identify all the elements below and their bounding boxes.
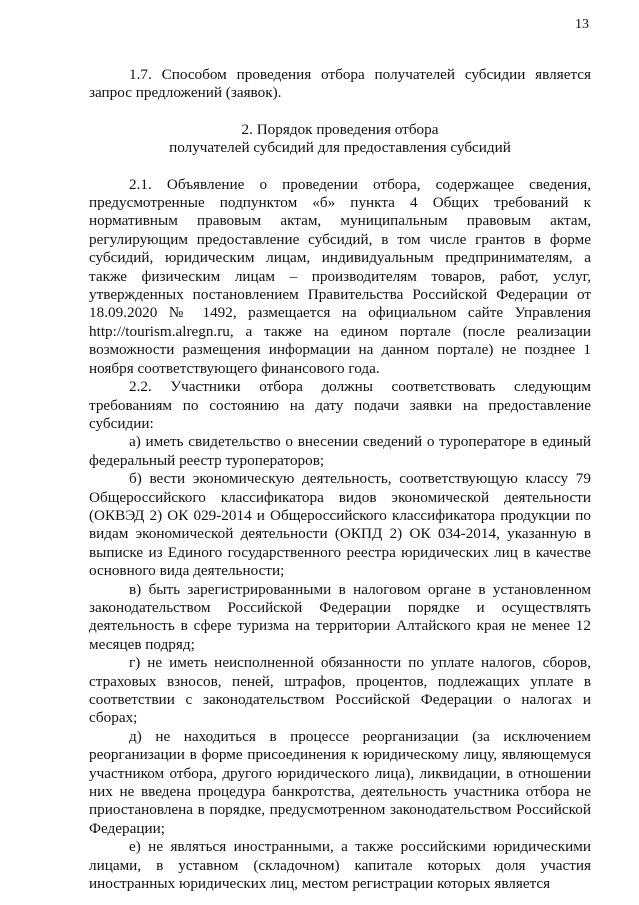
page-number: 13 — [575, 17, 589, 32]
paragraph-2-2: 2.2. Участники отбора должны соответствовать следующим требованиям по состоянию на дату подачи заявки на предоставление субсидии: — [89, 378, 591, 432]
paragraph-v: в) быть зарегистрированными в налоговом органе в установленном законодательством Российской Федерации порядке и осуществлять деятельность в сфере туризма на территории Алтайского края не менее 12 месяцев подряд; — [89, 580, 591, 653]
paragraph-1-7: 1.7. Способом проведения отбора получателей субсидии является запрос предложений (заявок). — [89, 66, 591, 102]
section-heading-line1: 2. Порядок проведения отбора — [241, 120, 439, 138]
paragraph-a: а) иметь свидетельство о внесении сведений о туроператоре в единый федеральный реестр туроператоров; — [89, 433, 591, 469]
section-heading-line2: получателей субсидий для предоставления субсидий — [169, 139, 511, 157]
paragraph-g: г) не иметь неисполненной обязанности по уплате налогов, сборов, страховых взносов, пеней, штрафов, процентов, подлежащих уплате в соответствии с законодательством Российской Федерации о налогах и сборах; — [89, 654, 591, 727]
paragraph-d: д) не находиться в процессе реорганизации (за исключением реорганизации в форме присоединения к юридическому лицу, являющемуся участником отбора, другого юридического лица), ликвидации, в отношении них не введена процедура банкротства, деятельность участника отбора не приостановлена в порядке, предусмотренном законодательством Российской Федерации; — [89, 727, 591, 837]
paragraph-e: е) не являться иностранными, а также российскими юридическими лицами, в уставном (складочном) капитале которых доля участия иностранных юридических лиц, местом регистрации которых является — [89, 838, 591, 893]
paragraph-2-1: 2.1. Объявление о проведении отбора, содержащее сведения, предусмотренные подпунктом «б» пункта 4 Общих требований к нормативным правовым актам, муниципальным правовым актам, регулирующим предоставление субсидий, в том числе грантов в форме субсидий, юридическим лицам, индивидуальным предпринимателям, а также физическим лицам – производителям товаров, работ, услуг, утвержденных постановлением Правительства Российской Федерации от 18.09.2020 № 1492, размещается на официальном сайте Управления http://tourism.alregn.ru, а также на едином портале (после реализации возможности размещения информации на данном портале) не позднее 1 ноября соответствующего финансового года. — [89, 175, 591, 377]
section-heading — [89, 121, 591, 158]
paragraph-b: б) вести экономическую деятельность, соответствующую классу 79 Общероссийского классификатора видов экономической деятельности (ОКВЭД 2) ОК 029-2014 и Общероссийского классификатора продукции по видам экономической деятельности (ОКПД 2) ОК 034-2014, указанную в выписке из Единого государственного реестра юридических лиц в качестве основного вида деятельности; — [89, 470, 591, 580]
document-body — [89, 66, 591, 893]
